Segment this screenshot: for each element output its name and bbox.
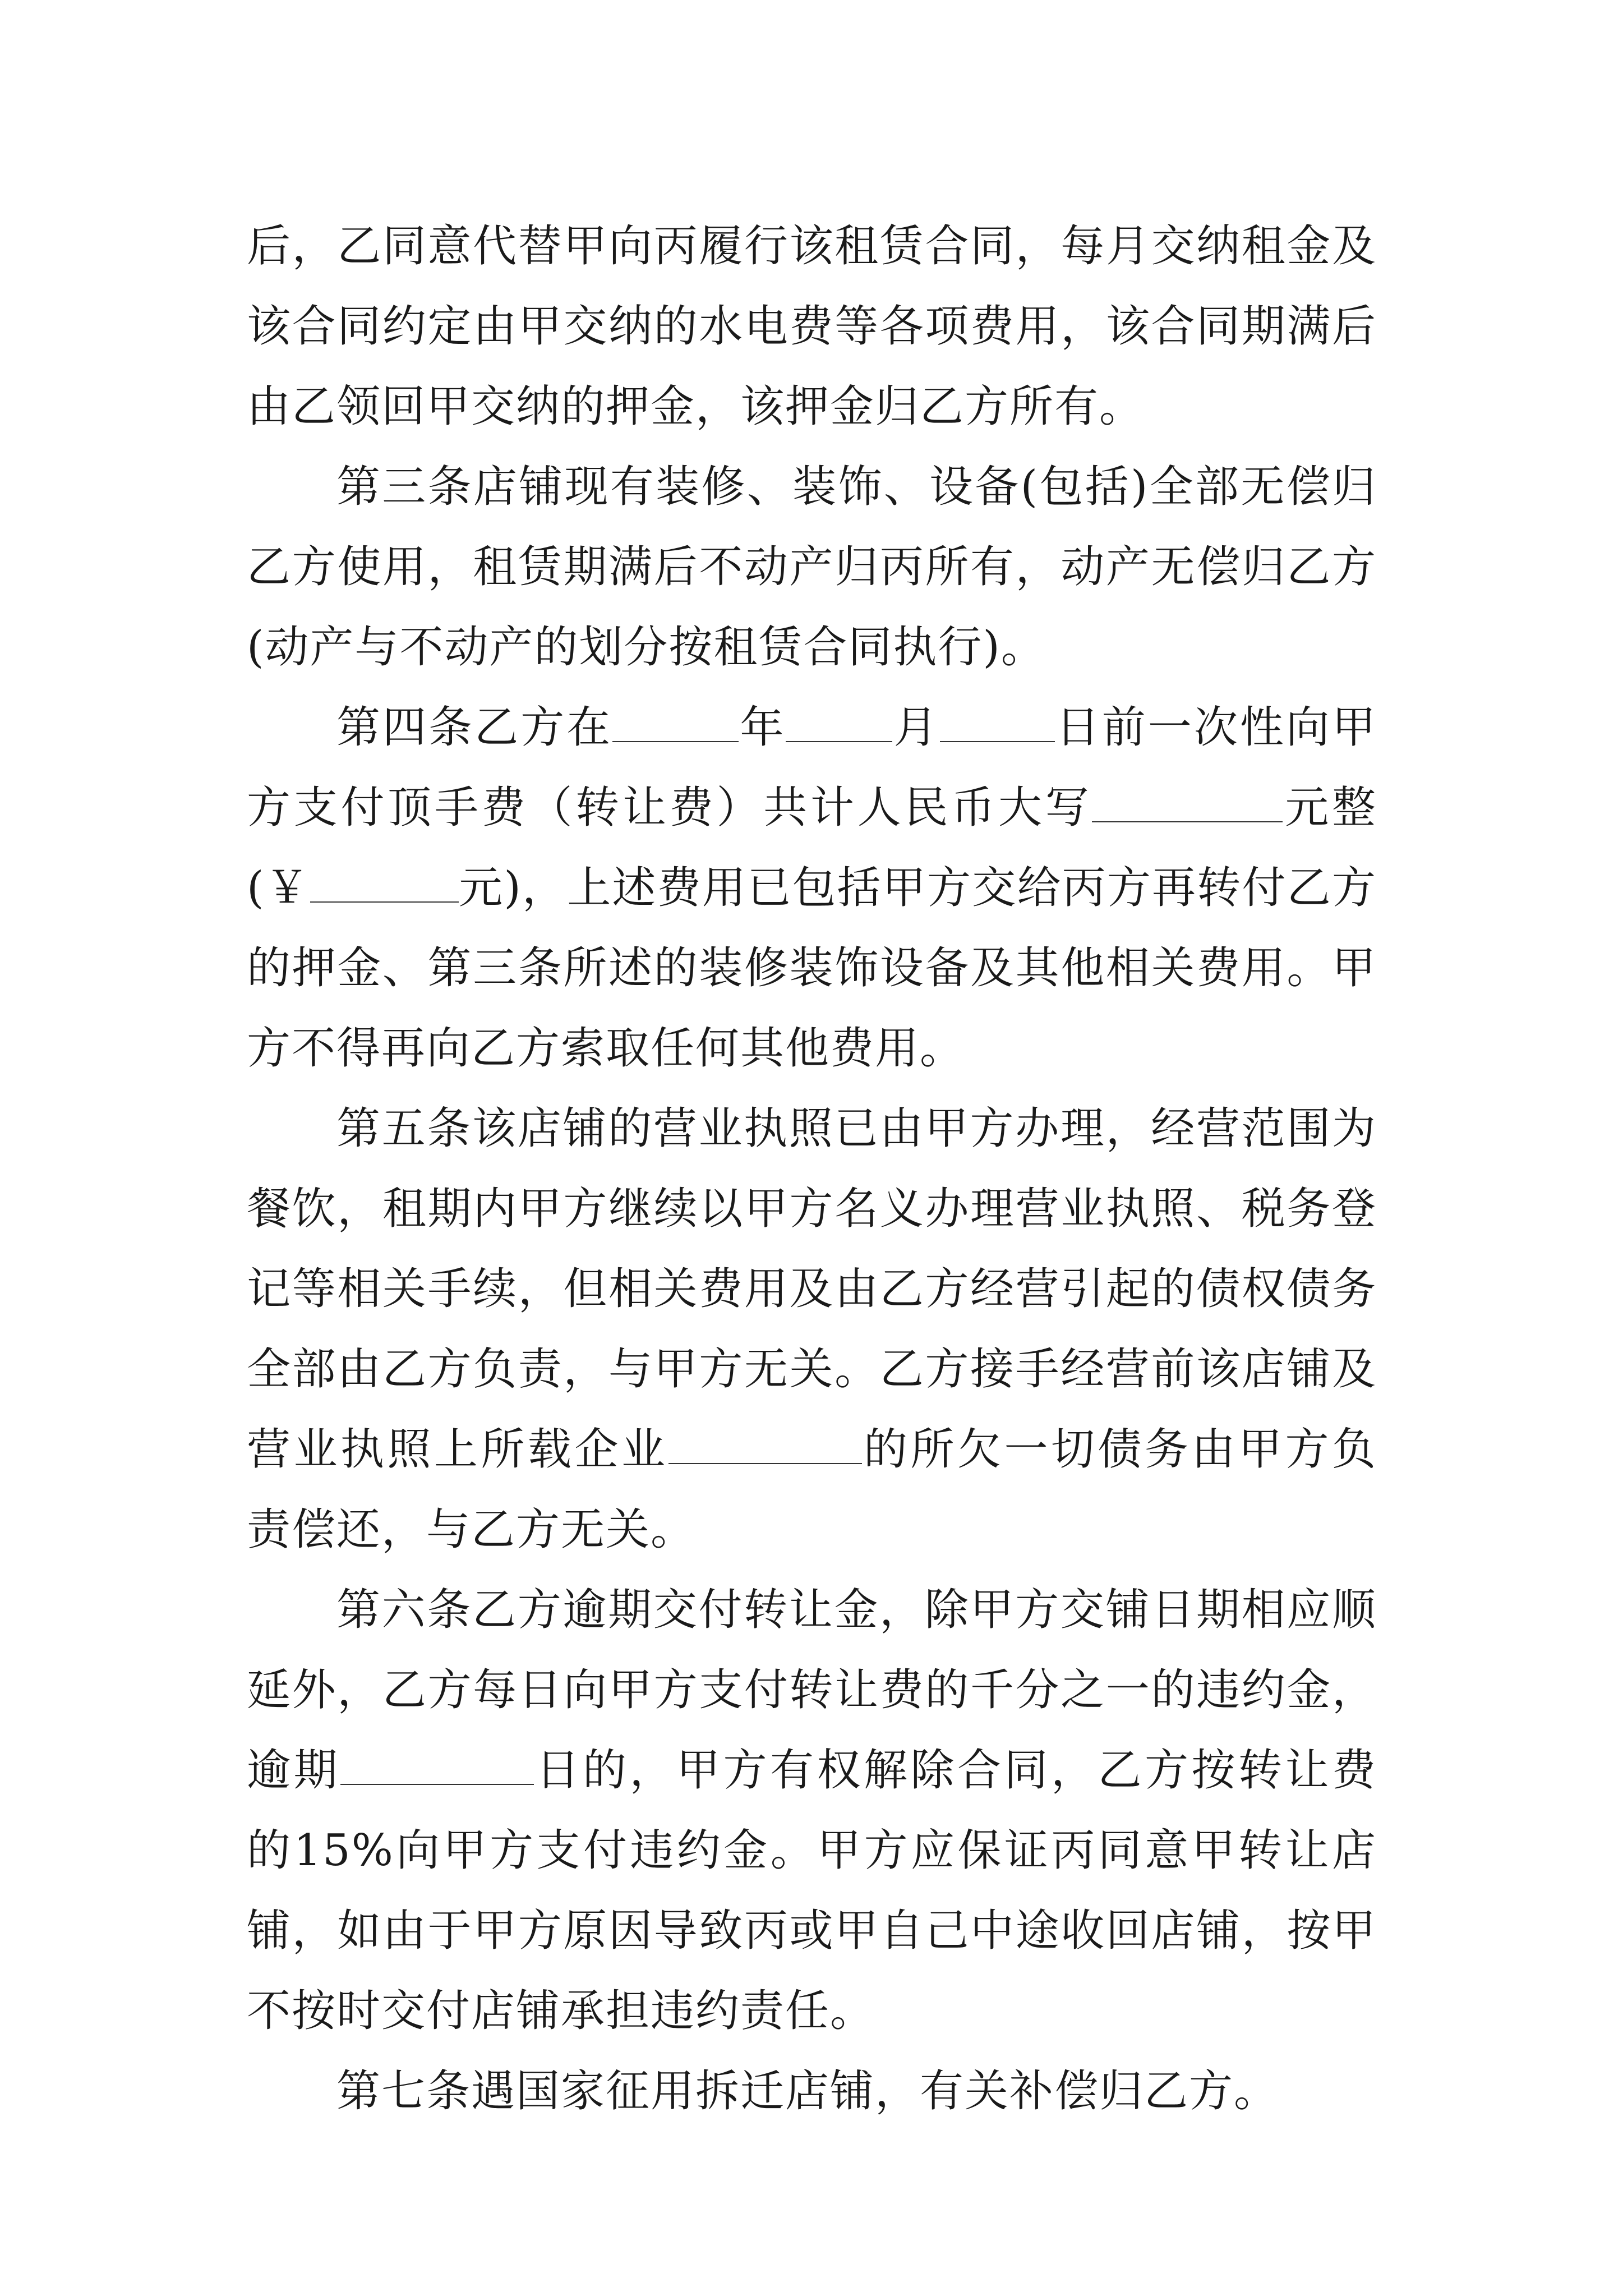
article-4 <box>247 688 1377 1089</box>
paragraph-text: 后，乙同意代替甲向丙履行该租赁合同，每月交纳租金及该合同约定由甲交纳的水电费等各项费用，该合同期满后由乙领回甲交纳的押金，该押金归乙方所有。 <box>247 221 1377 432</box>
paragraph-text: 第四条乙方在 <box>336 702 613 753</box>
article-6 <box>247 1570 1377 2051</box>
paragraph-text: 日的，甲方有权解除合同，乙方按转让费的15%向甲方支付违约金。甲方应保证丙同意甲转让店铺，如由于甲方原因导致丙或甲自己中途收回店铺，按甲不按时交付店铺承担违约责任。 <box>247 1745 1377 2036</box>
article-5 <box>247 1089 1377 1570</box>
paragraph-text: 第七条遇国家征用拆迁店铺，有关补偿归乙方。 <box>336 2066 1279 2116</box>
paragraph-text: 元)，上述费用已包括甲方交给丙方再转付乙方的押金、第三条所述的装修装饰设备及其他相关费用。甲方不得再向乙方索取任何其他费用。 <box>247 863 1377 1074</box>
blank-overdue-days <box>340 1747 534 1785</box>
paragraph-text: 年 <box>739 702 786 753</box>
blank-amount-words <box>1092 784 1283 822</box>
blank-day <box>940 704 1055 742</box>
paragraph-text: 元整(￥ <box>247 783 1377 913</box>
paragraph-text: 第三条店铺现有装修、装饰、设备(包括)全部无偿归乙方使用，租赁期满后不动产归丙所有，动产无偿归乙方(动产与不动产的划分按租赁合同执行)。 <box>247 462 1377 673</box>
blank-enterprise <box>668 1426 862 1464</box>
document-body <box>247 206 1377 2132</box>
paragraph-text: 第五条该店铺的营业执照已由甲方办理，经营范围为餐饮，租期内甲方继续以甲方名义办理营业执照、税务登记等相关手续，但相关费用及由乙方经营引起的债权债务全部由乙方负责，与甲方无关。乙方接手经营前该店铺及营业执照上所载企业 <box>247 1103 1377 1475</box>
paragraph-continuation <box>247 206 1377 447</box>
paragraph-text: 日前一次性向甲方支付顶手费（转让费）共计人民币大写 <box>247 702 1377 833</box>
blank-year <box>612 704 739 742</box>
blank-amount-figures <box>310 864 459 903</box>
article-3 <box>247 447 1377 688</box>
paragraph-text: 第六条乙方逾期交付转让金，除甲方交铺日期相应顺延外，乙方每日向甲方支付转让费的千分之一的违约金，逾期 <box>247 1585 1377 1796</box>
blank-month <box>786 704 892 742</box>
article-7 <box>247 2051 1377 2132</box>
paragraph-text: 的所欠一切债务由甲方负责偿还，与乙方无关。 <box>247 1424 1377 1555</box>
paragraph-text: 月 <box>892 702 940 753</box>
